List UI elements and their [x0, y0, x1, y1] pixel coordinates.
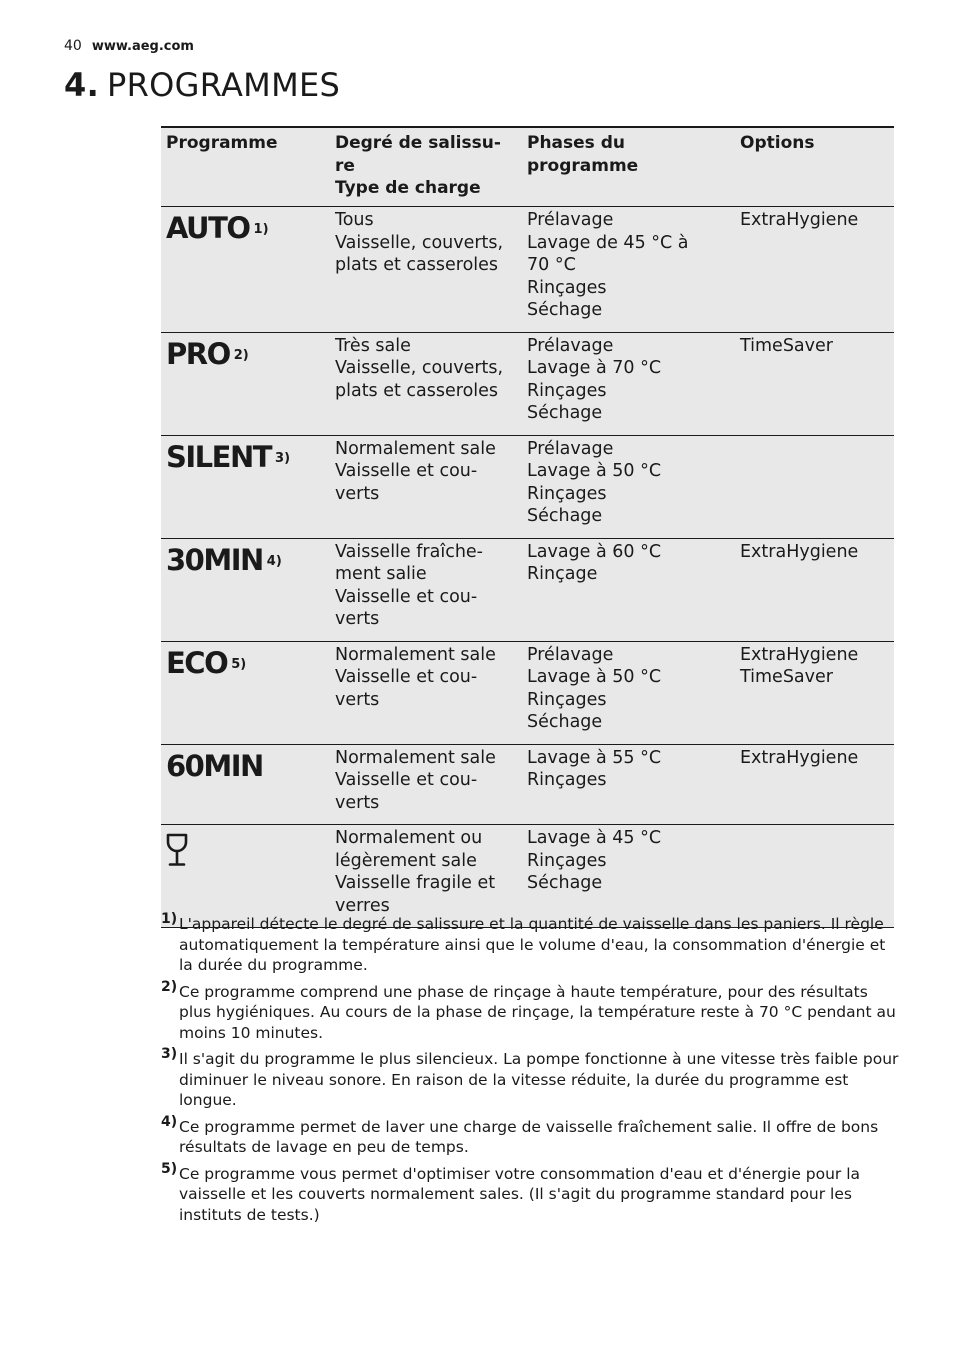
programme-name-text: AUTO: [166, 211, 250, 245]
phases-cell: [522, 744, 735, 825]
footnote: [161, 1046, 901, 1111]
cell-line: 70 °C: [527, 255, 576, 275]
options-cell: [735, 207, 894, 333]
header-line: Options: [740, 133, 815, 153]
options-cell: [735, 825, 894, 928]
footnote-text: L'appareil détecte le degré de salissure et la quantité de vaisselle dans les paniers. Il règle automatiquement la température ainsi que le volume d'eau, la consommation d'énergie et la durée du programme.: [179, 915, 886, 974]
header-line: programme: [527, 155, 639, 176]
table-row: [161, 207, 894, 333]
cell-line: Vaisselle fraîche-: [335, 541, 483, 562]
footnote-marker: 2): [233, 347, 249, 363]
soil-level-cell: [330, 332, 522, 435]
cell-line: ExtraHygiene: [740, 541, 859, 562]
wine-glass-icon: [166, 833, 188, 874]
programme-name: [166, 644, 246, 682]
programme-cell: [161, 641, 330, 744]
header-line: Phases du: [527, 133, 625, 153]
options-cell: [735, 744, 894, 825]
section-title: [64, 66, 340, 104]
footnote-number: 3): [161, 1046, 178, 1062]
section-number: 4.: [64, 66, 100, 104]
header-line: Degré de salissu-: [335, 133, 501, 153]
soil-level-cell: [330, 538, 522, 641]
footnote-number: 1): [161, 911, 178, 927]
cell-line: Très sale: [335, 335, 411, 356]
programme-name-text: 60MIN: [166, 748, 263, 783]
table-row: [161, 538, 894, 641]
cell-line: ExtraHygiene: [740, 210, 859, 230]
footnote-number: 4): [161, 1113, 178, 1130]
cell-line: Lavage à 60 °C: [527, 541, 662, 562]
programme-name: [166, 438, 290, 476]
programme-name-text: 30MIN: [166, 542, 263, 577]
cell-line: Rinçages: [527, 483, 607, 504]
header-soil-level: [330, 127, 522, 207]
footnote: [161, 911, 901, 976]
header-options: [735, 127, 894, 207]
footnote-number: 5): [161, 1160, 178, 1177]
footnote-marker: 3): [275, 450, 291, 466]
cell-line: Normalement ou: [335, 828, 483, 848]
cell-line: Normalement sale: [335, 644, 496, 665]
section-title-text: PROGRAMMES: [107, 66, 341, 104]
options-cell: [735, 538, 894, 641]
cell-line: Vaisselle, couverts,: [335, 358, 504, 378]
options-cell: [735, 435, 894, 538]
phases-cell: [522, 641, 735, 744]
cell-line: Tous: [335, 210, 374, 230]
programme-name: [166, 541, 282, 579]
phases-cell: [522, 332, 735, 435]
page-header: [64, 38, 194, 54]
programme-cell: [161, 825, 330, 928]
cell-line: Séchage: [527, 506, 603, 526]
programme-cell: [161, 207, 330, 333]
cell-line: Rinçages: [527, 850, 607, 871]
options-cell: [735, 332, 894, 435]
cell-line: Vaisselle et cou-: [335, 770, 478, 790]
programme-name: [166, 335, 249, 373]
table-row: [161, 641, 894, 744]
programme-cell: [161, 744, 330, 825]
phases-cell: [522, 435, 735, 538]
cell-line: Séchage: [527, 403, 603, 423]
cell-line: Rinçages: [527, 770, 607, 790]
table-row: [161, 435, 894, 538]
cell-line: Lavage à 50 °C: [527, 667, 662, 687]
cell-line: TimeSaver: [740, 667, 833, 687]
soil-level-cell: [330, 744, 522, 825]
programme-cell: [161, 435, 330, 538]
cell-line: Lavage à 45 °C: [527, 828, 662, 848]
footnote-text: Ce programme vous permet d'optimiser votre consommation d'eau et d'énergie pour la vaisselle et les couverts normalement sales. (Il s'agit du programme standard pour les instituts de tests.): [179, 1164, 861, 1224]
cell-line: verres: [335, 895, 390, 916]
programme-name: [166, 747, 263, 785]
cell-line: ExtraHygiene: [740, 747, 859, 768]
cell-line: Lavage à 55 °C: [527, 747, 662, 768]
table-row: [161, 825, 894, 928]
cell-line: Prélavage: [527, 210, 614, 230]
table-header-row: [161, 127, 894, 207]
cell-line: Vaisselle et cou-: [335, 586, 478, 607]
phases-cell: [522, 825, 735, 928]
programme-name-text: PRO: [166, 336, 230, 371]
footnote: [161, 1113, 901, 1158]
cell-line: verts: [335, 689, 380, 710]
footnote: [161, 1160, 901, 1226]
cell-line: Lavage de 45 °C à: [527, 232, 689, 253]
header-line: Type de charge: [335, 178, 481, 198]
cell-line: Vaisselle fragile et: [335, 873, 496, 893]
programme-name-text: ECO: [166, 645, 228, 680]
cell-line: légèrement sale: [335, 850, 477, 871]
cell-line: plats et casseroles: [335, 380, 499, 401]
cell-line: ment salie: [335, 564, 427, 584]
cell-line: Rinçages: [527, 277, 607, 298]
footnote-text: Il s'agit du programme le plus silencieux. La pompe fonctionne à une vitesse très faible pour diminuer le niveau sonore. En raison de la vitesse réduite, la durée du programme est longue.: [179, 1050, 899, 1109]
cell-line: Vaisselle et cou-: [335, 667, 478, 687]
cell-line: Séchage: [527, 712, 603, 732]
footnote-marker: 1): [253, 222, 269, 237]
cell-line: ExtraHygiene: [740, 644, 859, 665]
footnote-marker: 5): [231, 656, 247, 672]
cell-line: Séchage: [527, 300, 603, 320]
table-body: [161, 207, 894, 928]
programme-name: [166, 209, 269, 247]
programme-cell: [161, 332, 330, 435]
soil-level-cell: [330, 207, 522, 333]
cell-line: Prélavage: [527, 335, 614, 356]
programme-name-text: SILENT: [166, 439, 272, 474]
cell-line: verts: [335, 483, 380, 504]
website-label: www.aeg.com: [91, 39, 194, 54]
table-row: [161, 744, 894, 825]
cell-line: Vaisselle, couverts,: [335, 232, 504, 253]
cell-line: Lavage à 70 °C: [527, 358, 662, 378]
phases-cell: [522, 207, 735, 333]
soil-level-cell: [330, 825, 522, 928]
footnote-text: Ce programme comprend une phase de rinçage à haute température, pour des résultats plus hygiéniques. Au cours de la phase de rinçage, la température reste à 70 °C pendant au moins 10 minutes.: [179, 982, 896, 1042]
cell-line: verts: [335, 792, 380, 813]
cell-line: Séchage: [527, 873, 603, 893]
soil-level-cell: [330, 435, 522, 538]
table-row: [161, 332, 894, 435]
cell-line: Vaisselle et cou-: [335, 461, 478, 481]
footnote-number: 2): [161, 978, 178, 995]
cell-line: Normalement sale: [335, 438, 496, 459]
programme-cell: [161, 538, 330, 641]
cell-line: Rinçage: [527, 564, 598, 584]
cell-line: verts: [335, 609, 380, 629]
header-line: re: [335, 155, 355, 176]
cell-line: Lavage à 50 °C: [527, 461, 662, 481]
footnote-marker: 4): [266, 553, 282, 569]
programmes-table: [161, 126, 894, 928]
footnotes: [161, 911, 901, 1231]
header-line: Programme: [166, 133, 278, 153]
cell-line: plats et casseroles: [335, 255, 499, 275]
header-programme: [161, 127, 330, 207]
footnote-text: Ce programme permet de laver une charge de vaisselle fraîchement salie. Il offre de bons résultats de lavage en peu de temps.: [179, 1117, 879, 1156]
footnote: [161, 978, 901, 1044]
soil-level-cell: [330, 641, 522, 744]
phases-cell: [522, 538, 735, 641]
cell-line: Normalement sale: [335, 747, 496, 768]
page-number: 40: [64, 38, 82, 54]
cell-line: Prélavage: [527, 438, 614, 459]
cell-line: Rinçages: [527, 689, 607, 710]
cell-line: Prélavage: [527, 644, 614, 665]
options-cell: [735, 641, 894, 744]
cell-line: TimeSaver: [740, 335, 833, 356]
cell-line: Rinçages: [527, 380, 607, 401]
header-phases: [522, 127, 735, 207]
